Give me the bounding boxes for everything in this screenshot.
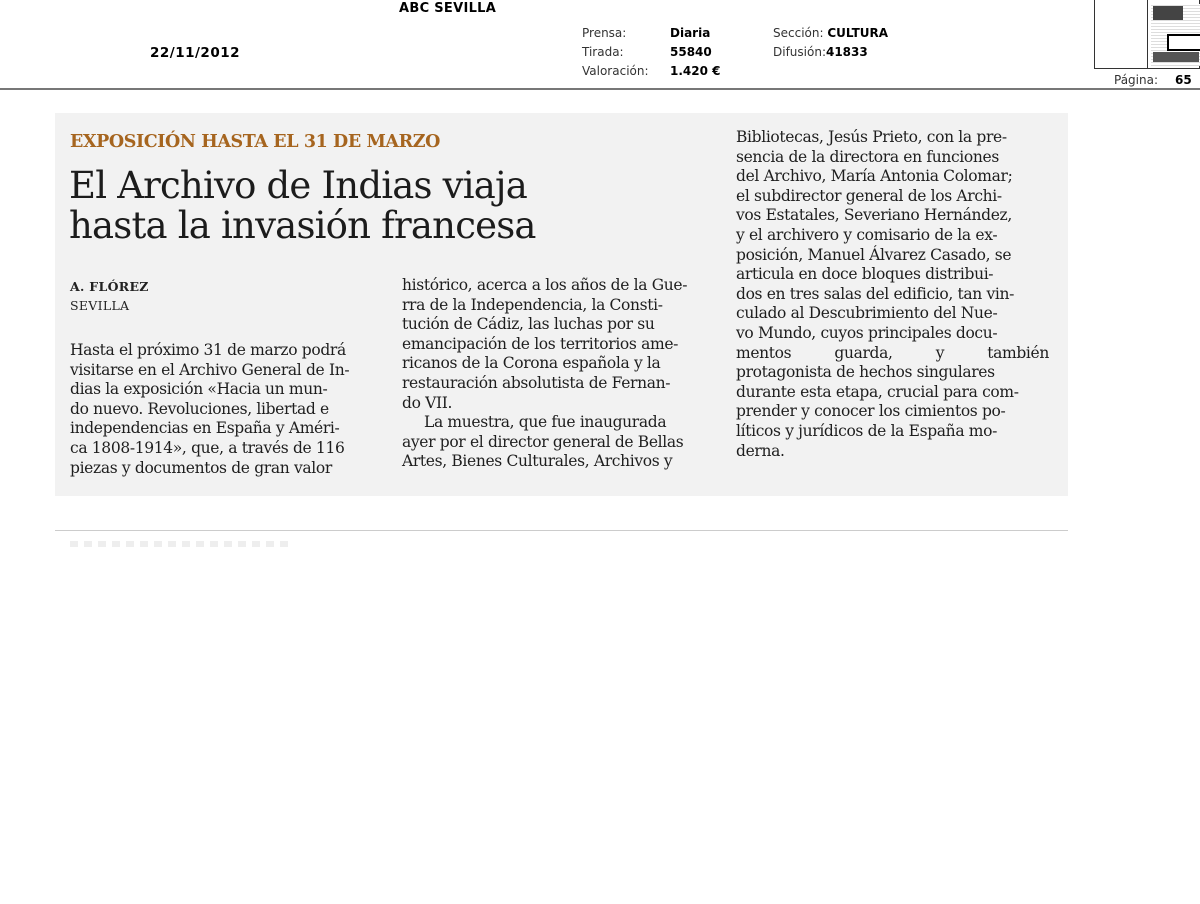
difusion-label: Difusión: [773,45,826,59]
publication-name: ABC SEVILLA [399,1,497,16]
thumbnail-divider [1147,0,1148,69]
text-line: culado al Descubrimiento del Nue- [736,304,998,323]
text-line: La muestra, que fue inaugurada [424,413,667,432]
text-line: rra de la Independencia, la Consti- [402,295,663,314]
text-line: articula en doce bloques distribui- [736,265,994,284]
page-label: Página: [1114,73,1159,87]
text-line: el subdirector general de los Archi- [736,186,1002,205]
footer-divider [55,530,1068,531]
difusion-row [773,43,888,62]
text-line: do nuevo. Revoluciones, libertad e [70,399,329,418]
text-line: posición, Manuel Álvarez Casado, se [736,245,1012,264]
text-line: dos en tres salas del edificio, tan vin- [736,284,1015,303]
headline-line: El Archivo de Indias viaja [69,164,527,207]
faded-footer-text [70,541,290,547]
valoracion-label: Valoración: [582,64,649,78]
thumbnail-highlight-frame [1167,34,1200,51]
text-line: vos Estatales, Severiano Hernández, [736,206,1012,225]
text-line: ayer por el director general de Bellas [402,432,684,451]
text-line: derna. [736,441,785,460]
text-line: líticos y jurídicos de la España mo- [736,421,998,440]
tirada-value: 55840 [670,45,712,59]
seccion-row [773,24,888,43]
text-line: dias la exposición «Hacia un mun- [70,380,328,399]
page-thumbnail-icon[interactable] [1151,4,1200,66]
prensa-value: Diaria [670,26,711,40]
text-line: histórico, acerca a los años de la Gue- [402,276,688,294]
text-line: Bibliotecas, Jesús Prieto, con la pre- [736,128,1007,146]
prensa-label: Prensa: [582,26,627,40]
meta-section-diffusion [773,24,888,62]
seccion-label: Sección: [773,26,824,40]
text-line: visitarse en el Archivo General de In- [70,360,350,379]
page-number: 65 [1175,73,1192,87]
text-line: emancipación de los territorios ame- [402,334,679,353]
text-line: tución de Cádiz, las luchas por su [402,315,655,334]
seccion-value: CULTURA [827,26,889,40]
text-line: vo Mundo, cuyos principales docu- [736,323,998,342]
tirada-label: Tirada: [582,45,624,59]
meta-values [670,24,720,81]
page-thumbnail-box[interactable] [1094,0,1200,69]
headline-line: hasta la invasión francesa [69,204,536,247]
header-divider [0,88,1200,90]
article-column-1 [70,341,380,478]
text-line: del Archivo, María Antonia Colomar; [736,167,1013,186]
location: SEVILLA [70,298,130,313]
text-line: Artes, Bienes Culturales, Archivos y [402,452,673,471]
byline [70,277,149,315]
text-line: independencias en España y Améri- [70,419,340,438]
author: A. FLÓREZ [70,279,149,294]
text-line: ricanos de la Corona española y la [402,354,661,373]
text-line: y el archivero y comisario de la ex- [736,225,998,244]
valoracion-value: 1.420 € [670,64,721,78]
publication-date: 22/11/2012 [150,45,241,61]
difusion-value: 41833 [825,45,868,59]
article-headline [69,166,536,246]
text-line: piezas y documentos de gran valor [70,458,332,477]
article-column-2 [402,276,714,472]
text-line: prender y conocer los cimientos po- [736,402,1006,421]
article-kicker: EXPOSICIÓN HASTA EL 31 DE MARZO [70,132,440,152]
thumbnail-photo-icon [1153,52,1199,62]
text-line: do VII. [402,393,453,412]
article-column-3 [736,128,1049,461]
article-clipping [55,113,1068,496]
text-line: sencia de la directora en funciones [736,147,999,166]
text-line: Hasta el próximo 31 de marzo podrá [70,341,346,359]
thumbnail-photo-icon [1153,6,1183,20]
text-line: durante esta etapa, crucial para com- [736,382,1019,401]
text-line: restauración absolutista de Fernan- [402,373,671,392]
meta-labels [582,24,649,81]
text-line: mentos guarda, y también [736,343,1049,362]
text-line: protagonista de hechos singulares [736,363,995,382]
text-line: ca 1808-1914», que, a través de 116 [70,438,345,457]
